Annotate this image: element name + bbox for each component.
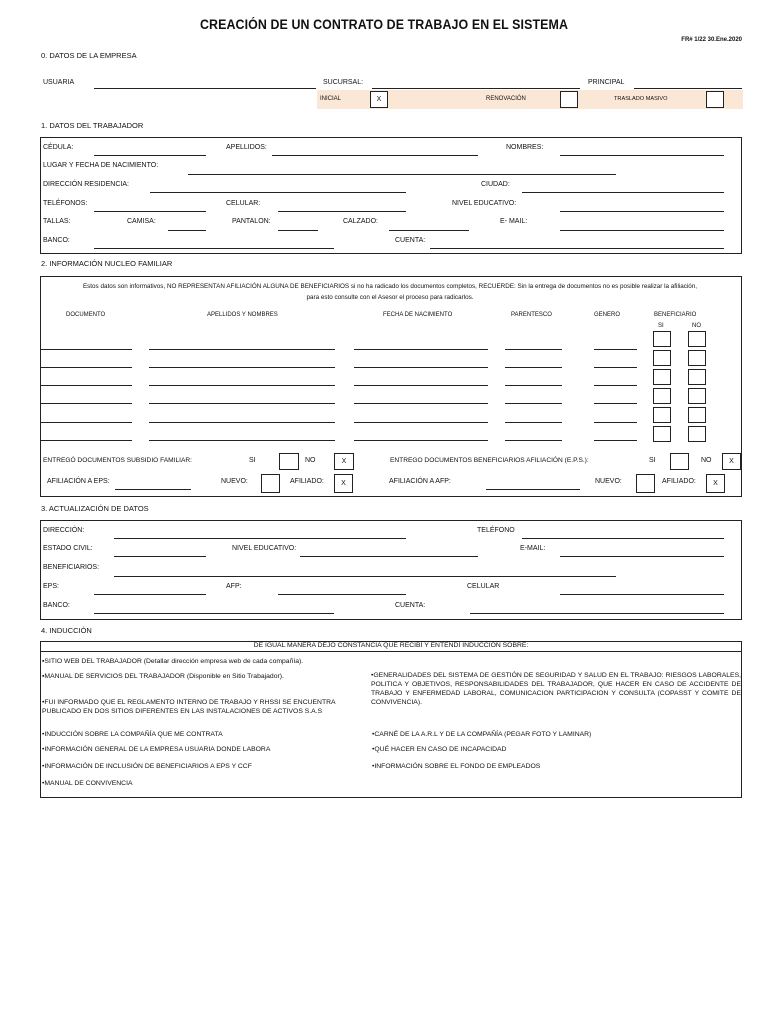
act-eps-label: EPS: [43, 583, 59, 590]
calzado-field[interactable] [389, 230, 469, 231]
act-celular-field[interactable] [560, 594, 724, 595]
family-row-3-field-3[interactable] [354, 385, 488, 386]
induccion-convivencia: •MANUAL DE CONVIVENCIA [42, 780, 133, 787]
induccion-reglamento: •FUI INFORMADO QUE EL REGLAMENTO INTERNO DE TRABAJO Y RHSSI SE ENCUENTRA PUBLICADO EN DOS SITIOS DIFERENTES EN LAS INSTALACIONES DE ACTIVOS S.A.S [42, 699, 336, 715]
family-row-6-field-5[interactable] [594, 440, 637, 441]
beneficiario-no-checkbox-5[interactable] [688, 407, 706, 423]
family-row-5-field-5[interactable] [594, 422, 637, 423]
apellidos-label: APELLIDOS: [226, 144, 267, 151]
direccion-field[interactable] [150, 192, 406, 193]
family-row-2-field-3[interactable] [354, 367, 488, 368]
family-row-1-field-3[interactable] [354, 349, 488, 350]
induccion-compania: •INDUCCIÓN SOBRE LA COMPAÑÍA QUE ME CONTRATA [42, 731, 223, 738]
induccion-info-general: •INFORMACIÓN GENERAL DE LA EMPRESA USUARIA DONDE LABORA [42, 746, 271, 753]
beneficiario-si-checkbox-3[interactable] [653, 369, 671, 385]
family-row-1-field-4[interactable] [505, 349, 562, 350]
cedula-label: CÉDULA: [43, 144, 74, 151]
induccion-manual-servicios: ▪MANUAL DE SERVICIOS DEL TRABAJADOR (Disponible en Sitio Trabajador). [42, 673, 284, 680]
direccion-label: DIRECCIÓN RESIDENCIA: [43, 181, 129, 188]
afp-nuevo-label: NUEVO: [595, 478, 622, 485]
eps-afiliado-checkbox[interactable]: X [334, 474, 353, 493]
cuenta-field[interactable] [430, 248, 724, 249]
section-familia-title: 2. INFORMACIÓN NUCLEO FAMILIAR [41, 259, 173, 268]
principal-field[interactable] [634, 88, 742, 89]
lugar-label: LUGAR Y FECHA DE NACIMIENTO: [43, 162, 159, 169]
camisa-field[interactable] [168, 230, 206, 231]
family-row-5-field-4[interactable] [505, 422, 562, 423]
afil-afp-label: AFILIACIÓN A AFP: [389, 478, 451, 485]
subsidio-no-label: NO [305, 457, 316, 464]
nivel-label: NIVEL EDUCATIVO: [452, 200, 517, 207]
traslado-label: TRASLADO MASIVO [614, 96, 668, 102]
familia-note-2: para esto consulte con el Asesor el proceso para radicarlos. [306, 294, 474, 301]
afil-eps-label: AFILIACIÓN A EPS: [47, 478, 110, 485]
family-row-2-field-2[interactable] [149, 367, 335, 368]
renovacion-checkbox[interactable] [560, 91, 578, 108]
familia-note-1: Estos datos son informativos, NO REPRESENTAN AFILIACIÓN ALGUNA DE BENEFICIARIOS si no ha radicado los documentos completos, RECUERDE: Sin la entrega de documentos no es posible realizar la afiliación, [82, 283, 698, 290]
subsidio-si-label: SI [249, 457, 256, 464]
email-field[interactable] [560, 230, 724, 231]
act-estado-civil-label: ESTADO CIVIL: [43, 545, 93, 552]
act-direccion-label: DIRECCIÓN: [43, 527, 85, 534]
induccion-header-divider [40, 651, 742, 652]
beneficiario-no-checkbox-3[interactable] [688, 369, 706, 385]
afp-afiliado-label: AFILIADO: [662, 478, 696, 485]
col-beneficiario-si: SI [658, 323, 664, 329]
act-cuenta-label: CUENTA: [395, 602, 426, 609]
cedula-field[interactable] [94, 155, 206, 156]
section-induccion-title: 4. INDUCCIÓN [41, 626, 92, 635]
family-row-2-field-1[interactable] [41, 367, 132, 368]
col-fecha-nacimiento: FECHA DE NACIMIENTO [383, 312, 453, 318]
act-banco-field[interactable] [94, 613, 334, 614]
act-celular-label: CELULAR [467, 583, 500, 590]
family-row-6-field-1[interactable] [41, 440, 132, 441]
renovacion-label: RENOVACIÓN [486, 96, 526, 102]
beneficiario-si-checkbox-6[interactable] [653, 426, 671, 442]
induccion-fondo: •INFORMACIÓN SOBRE EL FONDO DE EMPLEADOS [372, 763, 541, 770]
entrego-subsidio-label: ENTREGÓ DOCUMENTOS SUBSIDIO FAMILIAR: [43, 457, 192, 464]
calzado-label: CALZADO: [343, 218, 379, 225]
pantalon-label: PANTALON: [232, 218, 271, 225]
telefonos-label: TELÉFONOS: [43, 200, 88, 207]
eps-si-checkbox[interactable] [670, 453, 689, 470]
pantalon-field[interactable] [278, 230, 318, 231]
inicial-label: INICIAL [320, 96, 342, 102]
col-beneficiario-no: NO [692, 323, 701, 329]
col-apellidos-nombres: APELLIDOS Y NOMBRES [207, 312, 278, 318]
section-empresa-title: 0. DATOS DE LA EMPRESA [41, 51, 137, 60]
family-row-3-field-4[interactable] [505, 385, 562, 386]
nombres-label: NOMBRES: [506, 144, 544, 151]
eps-no-checkbox[interactable]: X [722, 453, 741, 470]
induccion-info-beneficiarios: •INFORMACIÓN DE INCLUSIÓN DE BENEFICIARIOS A EPS Y CCF [42, 763, 252, 770]
afp-afiliado-checkbox[interactable]: X [706, 474, 725, 493]
form-title: CREACIÓN DE UN CONTRATO DE TRABAJO EN EL SISTEMA [199, 17, 569, 32]
induccion-sgsst: •GENERALIDADES DEL SISTEMA DE GESTIÓN DE SEGURIDAD Y SALUD EN EL TRABAJO: RIESGOS LABORALES, POLITICA Y OBJETIVOS, RESPONSABILIDADES DEL TRABAJADOR, QUE HACER EN CASO DE ACCIDENTE DE TRABAJO Y ENFERMEDAD LABORAL, COMUNICACION PARTICIPACION Y CONSULTA (COPASST Y COMITE DE CONVIVENCIA). [371, 672, 741, 706]
section-trabajador-title: 1. DATOS DEL TRABAJADOR [41, 121, 144, 130]
family-row-1-field-1[interactable] [41, 349, 132, 350]
tallas-label: TALLAS: [43, 218, 71, 225]
beneficiario-si-checkbox-1[interactable] [653, 331, 671, 347]
afil-afp-field[interactable] [486, 489, 580, 490]
principal-label: PRINCIPAL [588, 79, 625, 86]
entrego-eps-label: ENTREGO DOCUMENTOS BENEFICIARIOS AFILIACIÓN (E.P.S.): [390, 457, 589, 464]
beneficiario-si-checkbox-2[interactable] [653, 350, 671, 366]
act-cuenta-field[interactable] [470, 613, 724, 614]
act-estado-civil-field[interactable] [114, 556, 206, 557]
act-telefono-label: TELÉFONO [477, 527, 515, 534]
act-afp-label: AFP: [226, 583, 242, 590]
eps-nuevo-checkbox[interactable] [261, 474, 280, 493]
celular-field[interactable] [278, 211, 406, 212]
induccion-header: DE IGUAL MANERA DEJO CONSTANCIA QUE RECIBÍ Y ENTENDÍ INDUCCIÓN SOBRE: [253, 642, 529, 649]
induccion-sitio-web: ▪SITIO WEB DEL TRABAJADOR (Detallar dirección empresa web de cada compañía). [42, 658, 304, 665]
family-row-4-field-1[interactable] [41, 403, 132, 404]
subsidio-si-checkbox[interactable] [279, 453, 299, 470]
celular-label: CELULAR: [226, 200, 261, 207]
family-row-6-field-4[interactable] [505, 440, 562, 441]
col-documento: DOCUMENTO [66, 312, 106, 318]
eps-si-label: SI [649, 457, 656, 464]
traslado-checkbox[interactable] [706, 91, 724, 108]
section-actualizacion-title: 3. ACTUALIZACIÓN DE DATOS [41, 504, 149, 513]
family-row-3-field-1[interactable] [41, 385, 132, 386]
ciudad-label: CIUDAD: [481, 181, 510, 188]
subsidio-no-checkbox[interactable]: X [334, 453, 354, 470]
family-row-2-field-4[interactable] [505, 367, 562, 368]
sucursal-field[interactable] [372, 88, 580, 89]
eps-no-label: NO [701, 457, 712, 464]
telefonos-field[interactable] [94, 211, 206, 212]
family-row-6-field-3[interactable] [354, 440, 488, 441]
banco-label: BANCO: [43, 237, 70, 244]
beneficiario-no-checkbox-6[interactable] [688, 426, 706, 442]
beneficiario-si-checkbox-5[interactable] [653, 407, 671, 423]
family-row-2-field-5[interactable] [594, 367, 637, 368]
nivel-field[interactable] [560, 211, 724, 212]
sucursal-label: SUCURSAL: [323, 79, 364, 86]
afil-eps-field[interactable] [115, 489, 191, 490]
form-code: FR# 1/22 30.Ene.2020 [681, 37, 742, 43]
family-row-5-field-1[interactable] [41, 422, 132, 423]
col-parentesco: PARENTESCO [511, 312, 552, 318]
camisa-label: CAMISA: [127, 218, 156, 225]
col-genero: GENERO [594, 312, 621, 318]
banco-field[interactable] [94, 248, 334, 249]
email-label: E- MAIL: [500, 218, 528, 225]
act-nivel-label: NIVEL EDUCATIVO: [232, 545, 297, 552]
act-direccion-field[interactable] [114, 538, 406, 539]
eps-nuevo-label: NUEVO: [221, 478, 248, 485]
act-telefono-field[interactable] [522, 538, 724, 539]
family-row-4-field-4[interactable] [505, 403, 562, 404]
cuenta-label: CUENTA: [395, 237, 426, 244]
family-row-1-field-2[interactable] [149, 349, 335, 350]
beneficiario-si-checkbox-4[interactable] [653, 388, 671, 404]
usuaria-label: USUARIA [43, 79, 75, 86]
family-row-3-field-5[interactable] [594, 385, 637, 386]
act-eps-field[interactable] [94, 594, 206, 595]
actualizacion-box [40, 520, 742, 620]
eps-afiliado-label: AFILIADO: [290, 478, 324, 485]
afp-nuevo-checkbox[interactable] [636, 474, 655, 493]
act-afp-field[interactable] [278, 594, 406, 595]
beneficiario-no-checkbox-4[interactable] [688, 388, 706, 404]
act-email-field[interactable] [560, 556, 724, 557]
act-beneficiarios-field[interactable] [114, 576, 616, 577]
inicial-checkbox[interactable]: X [370, 91, 388, 108]
lugar-field[interactable] [188, 174, 616, 175]
family-row-4-field-2[interactable] [149, 403, 335, 404]
apellidos-field[interactable] [272, 155, 478, 156]
act-beneficiarios-label: BENEFICIARIOS: [43, 564, 100, 571]
family-row-4-field-5[interactable] [594, 403, 637, 404]
act-banco-label: BANCO: [43, 602, 70, 609]
act-email-label: E-MAIL: [520, 545, 546, 552]
family-row-6-field-2[interactable] [149, 440, 335, 441]
induccion-carne: •CARNÉ DE LA A.R.L Y DE LA COMPAÑÍA (PEGAR FOTO Y LAMINAR) [372, 731, 592, 738]
beneficiario-no-checkbox-1[interactable] [688, 331, 706, 347]
family-row-4-field-3[interactable] [354, 403, 488, 404]
family-row-1-field-5[interactable] [594, 349, 637, 350]
act-nivel-field[interactable] [300, 556, 478, 557]
usuaria-field[interactable] [94, 88, 316, 89]
induccion-incapacidad: •QUÉ HACER EN CASO DE INCAPACIDAD [372, 746, 507, 753]
ciudad-field[interactable] [522, 192, 724, 193]
col-beneficiario: BENEFICIARIO [654, 312, 697, 318]
beneficiario-no-checkbox-2[interactable] [688, 350, 706, 366]
family-row-3-field-2[interactable] [149, 385, 335, 386]
family-row-5-field-3[interactable] [354, 422, 488, 423]
nombres-field[interactable] [560, 155, 724, 156]
family-row-5-field-2[interactable] [149, 422, 335, 423]
